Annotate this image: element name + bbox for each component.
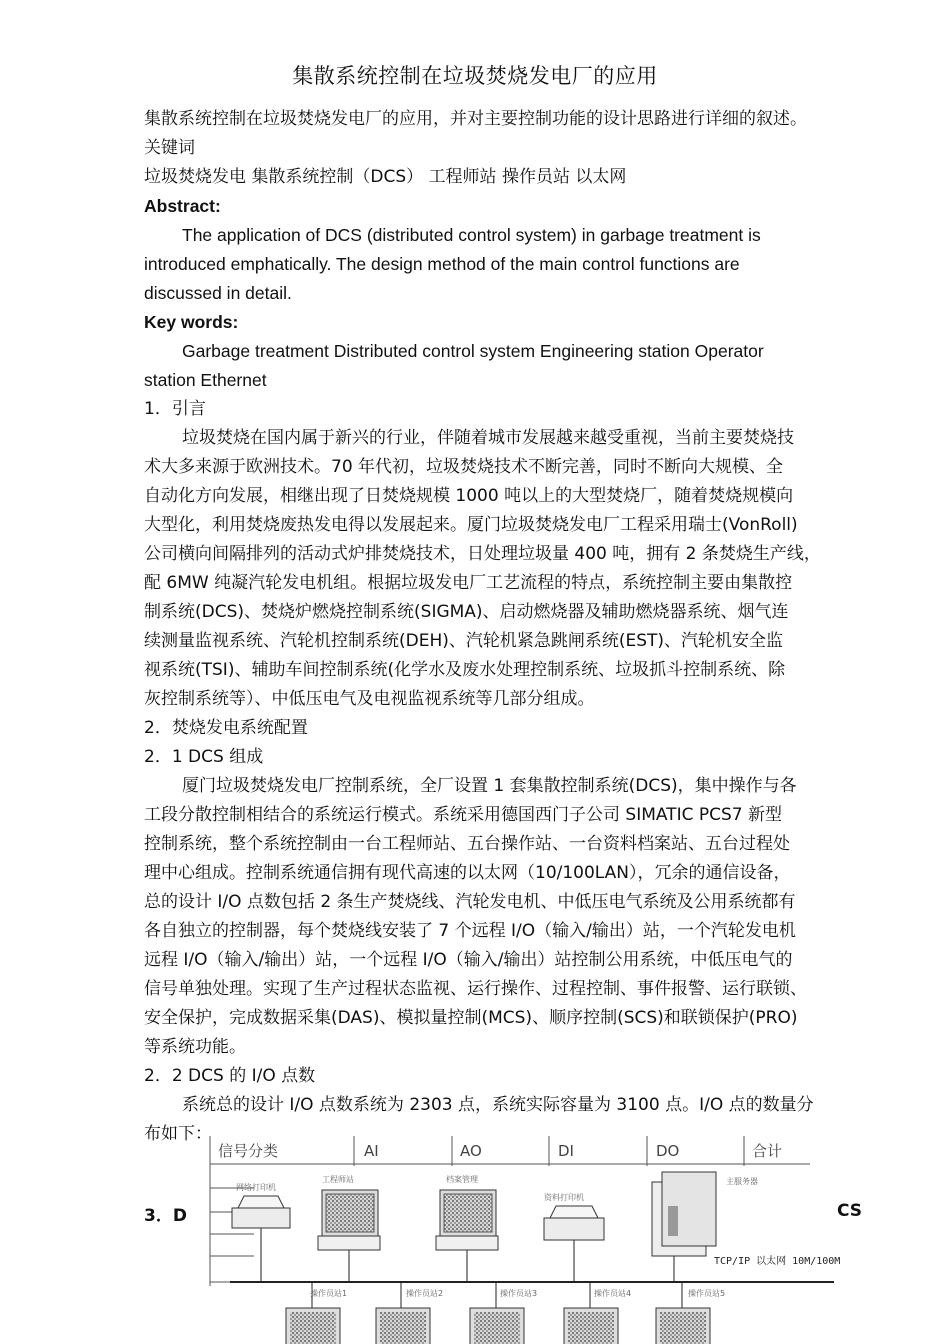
body-line: 垃圾焚烧发电 集散系统控制（DCS） 工程师站 操作员站 以太网 bbox=[144, 167, 627, 187]
body-line: 2．2 DCS 的 I/O 点数 bbox=[144, 1066, 316, 1086]
body-line: station Ethernet bbox=[144, 370, 267, 390]
page-title: 集散系统控制在垃圾焚烧发电厂的应用 bbox=[292, 64, 658, 88]
operator-label: 操作员站4 bbox=[594, 1289, 632, 1298]
body-line: 大型化，利用焚烧废热发电得以发展起来。厦门垃圾焚烧发电厂工程采用瑞士(VonRoll) bbox=[144, 515, 798, 535]
body-line: 垃圾焚烧在国内属于新兴的行业，伴随着城市发展越来越受重视，当前主要焚烧技 bbox=[182, 428, 794, 448]
body-line: 配 6MW 纯凝汽轮发电机组。根据垃圾发电厂工艺流程的特点，系统控制主要由集散控 bbox=[144, 573, 793, 593]
body-line: introduced emphatically. The design method of the main control functions are bbox=[144, 254, 740, 274]
body-line: 2．1 DCS 组成 bbox=[144, 747, 264, 767]
body-line: 集散系统控制在垃圾焚烧发电厂的应用，并对主要控制功能的设计思路进行详细的叙述。 bbox=[144, 109, 807, 129]
printer-right bbox=[544, 1206, 604, 1282]
dcs-figure bbox=[144, 1136, 894, 1344]
table-header-cell: DI bbox=[558, 1142, 574, 1160]
body-line: Garbage treatment Distributed control system Engineering station Operator bbox=[182, 341, 764, 361]
body-line: 灰控制系统等）、中低压电气及电视监视系统等几部分组成。 bbox=[144, 689, 595, 709]
body-line: 等系统功能。 bbox=[144, 1037, 246, 1057]
table-header-cell: DO bbox=[656, 1142, 680, 1160]
table-header-cell: 合计 bbox=[752, 1142, 783, 1160]
operator-label: 操作员站2 bbox=[406, 1289, 444, 1298]
dcs-network-diagram bbox=[144, 1136, 894, 1344]
device-label: 资料打印机 bbox=[544, 1193, 584, 1202]
body-line: discussed in detail. bbox=[144, 283, 292, 303]
table-header-cell: AI bbox=[364, 1142, 379, 1160]
operator-label: 操作员站5 bbox=[688, 1289, 726, 1298]
body-line: 续测量监视系统、汽轮机控制系统(DEH)、汽轮机紧急跳闸系统(EST)、汽轮机安全监 bbox=[144, 631, 784, 651]
body-line: 总的设计 I/O 点数包括 2 条生产焚烧线、汽轮发电机、中低压电气系统及公用系统都有 bbox=[144, 892, 796, 912]
operator-stations bbox=[286, 1282, 710, 1344]
body-text bbox=[144, 105, 894, 1149]
device-label: 网络打印机 bbox=[236, 1183, 276, 1192]
body-line: 公司横向间隔排列的活动式炉排焚烧技术，日处理垃圾量 400 吨，拥有 2 条焚烧生产线， bbox=[144, 544, 821, 564]
section-3-heading-left: 3．D bbox=[144, 1206, 187, 1226]
body-line: 安全保护，完成数据采集(DAS)、模拟量控制(MCS)、顺序控制(SCS)和联锁保护(PRO) bbox=[144, 1008, 798, 1028]
device-label: 档案管理 bbox=[446, 1175, 478, 1184]
body-line: 布如下： bbox=[144, 1124, 212, 1144]
body-line: 控制系统，整个系统控制由一台工程师站、五台操作站、一台资料档案站、五台过程处 bbox=[144, 834, 790, 854]
body-line: 关键词 bbox=[144, 138, 195, 158]
main-server bbox=[652, 1172, 716, 1282]
device-label: 主服务器 bbox=[726, 1177, 758, 1186]
table-header-cell: AO bbox=[460, 1142, 482, 1160]
printer-left bbox=[232, 1196, 290, 1282]
section-3-heading-right: CS bbox=[837, 1201, 863, 1221]
table-header-cell: 信号分类 bbox=[218, 1142, 279, 1160]
engineer-station bbox=[318, 1190, 380, 1282]
device-label: 工程师站 bbox=[322, 1175, 354, 1184]
body-line: 远程 I/O（输入/输出）站，一个远程 I/O（输入/输出）站控制公用系统，中低压电气的 bbox=[144, 950, 793, 970]
network-label: TCP/IP 以太网 10M/100M bbox=[714, 1256, 841, 1267]
body-line: 工段分散控制相结合的系统运行模式。系统采用德国西门子公司 SIMATIC PCS7 新型 bbox=[144, 805, 782, 825]
operator-label: 操作员站3 bbox=[500, 1289, 538, 1298]
body-line: 信号单独处理。实现了生产过程状态监视、运行操作、过程控制、事件报警、运行联锁、 bbox=[144, 979, 807, 999]
body-line: The application of DCS (distributed control system) in garbage treatment is bbox=[182, 225, 761, 245]
body-line: 视系统(TSI)、辅助车间控制系统(化学水及废水处理控制系统、垃圾抓斗控制系统、除 bbox=[144, 660, 786, 680]
body-line: 厦门垃圾焚烧发电厂控制系统，全厂设置 1 套集散控制系统(DCS)，集中操作与各 bbox=[182, 776, 797, 796]
body-line: 理中心组成。控制系统通信拥有现代高速的以太网（10/100LAN），冗余的通信设备， bbox=[144, 863, 791, 883]
body-line: 各自独立的控制器，每个焚烧线安装了 7 个远程 I/O（输入/输出）站，一个汽轮发电机 bbox=[144, 921, 796, 941]
operator-label: 操作员站1 bbox=[310, 1289, 348, 1298]
body-line: 术大多来源于欧洲技术。70 年代初，垃圾焚烧技术不断完善，同时不断向大规模、全 bbox=[144, 457, 784, 477]
body-line: 2．焚烧发电系统配置 bbox=[144, 718, 308, 738]
body-line: 系统总的设计 I/O 点数系统为 2303 点，系统实际容量为 3100 点。I/O 点的数量分 bbox=[182, 1095, 814, 1115]
body-line: 1．引言 bbox=[144, 399, 206, 419]
archive-station bbox=[436, 1190, 498, 1282]
body-line: Abstract: bbox=[144, 196, 221, 216]
body-line: 制系统(DCS)、焚烧炉燃烧控制系统(SIGMA)、启动燃烧器及辅助燃烧器系统、烟气连 bbox=[144, 602, 789, 622]
body-line: Key words: bbox=[144, 312, 239, 332]
body-line: 自动化方向发展，相继出现了日焚烧规模 1000 吨以上的大型焚烧厂，随着焚烧规模向 bbox=[144, 486, 794, 506]
